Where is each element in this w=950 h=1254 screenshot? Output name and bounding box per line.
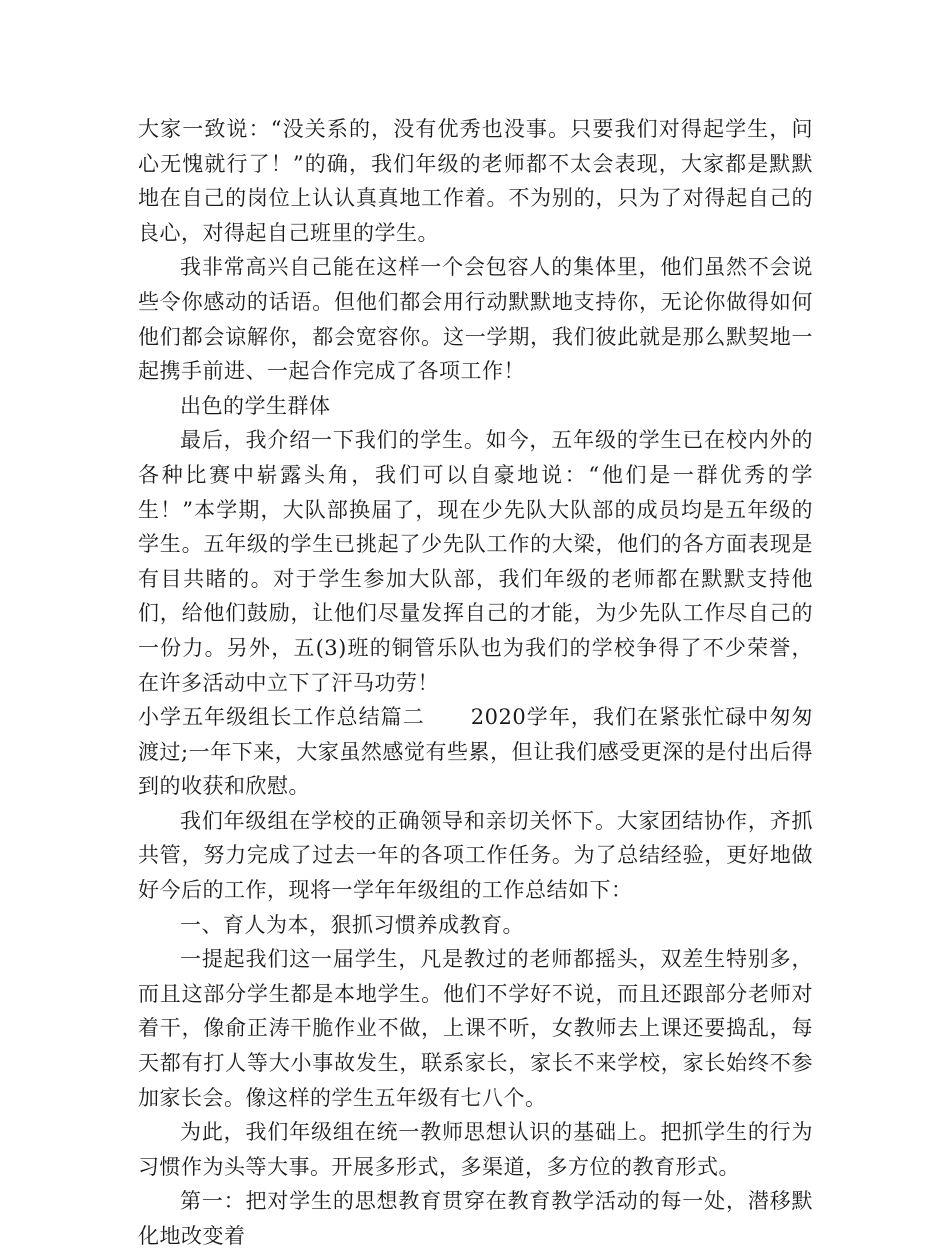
paragraph-6: 一提起我们这一届学生，凡是教过的老师都摇头，双差生特别多，而且这部分学生都是本地学生。他们不学好不说，而且还跟部分老师对着干，像俞正涛干脆作业不做，上课不听，女教师去上课还要捣乱，每天都有打人等大小事故发生，联系家长，家长不来学校，家长始终不参加家长会。像这样的学生五年级有七八个。 <box>138 947 813 1110</box>
paragraph-1: 大家一致说：“没关系的，没有优秀也没事。只要我们对得起学生，问心无愧就行了！”的确，我们年级的老师都不太会表现，大家都是默默地在自己的岗位上认认真真地工作着。不为别的，只为了对得起自己的良心，对得起自己班里的学生。 <box>138 117 813 245</box>
subheading-student-group: 出色的学生群体 <box>180 393 331 418</box>
section-title: 小学五年级组长工作总结篇二 <box>138 705 425 730</box>
section-intro-line <box>138 700 813 804</box>
paragraph-2: 我非常高兴自己能在这样一个会包容人的集体里，他们虽然不会说些令你感动的话语。但他们都会用行动默默地支持你，无论你做得如何他们都会谅解你，都会宽容你。这一学期，我们彼此就是那么默契地一起携手前进、一起合作完成了各项工作！ <box>138 255 813 384</box>
subheading-education: 一、育人为本，狠抓习惯养成教育。 <box>180 912 524 937</box>
paragraph-7: 为此，我们年级组在统一教师思想认识的基础上。把抓学生的行为习惯作为头等大事。开展多形式，多渠道，多方位的教育形式。 <box>138 1120 813 1179</box>
document-body <box>138 112 813 1254</box>
paragraph-4: 2020学年，我们在紧张忙碌中匆匆渡过;一年下来，大家虽然感觉有些累，但让我们感受更深的是付出后得到的收获和欣慰。 <box>138 705 813 799</box>
paragraph-8: 第一：把对学生的思想教育贯穿在教育教学活动的每一处，潜移默化地改变着 <box>138 1189 813 1248</box>
paragraph-5: 我们年级组在学校的正确领导和亲切关怀下。大家团结协作，齐抓共管，努力完成了过去一年的各项工作任务。为了总结经验，更好地做好今后的工作，现将一学年年级组的工作总结如下： <box>138 808 813 903</box>
paragraph-3: 最后，我介绍一下我们的学生。如今，五年级的学生已在校内外的各种比赛中崭露头角，我们可以自豪地说：“他们是一群优秀的学生！”本学期，大队部换届了，现在少先队大队部的成员均是五年级的学生。五年级的学生已挑起了少先队工作的大梁，他们的各方面表现是有目共睹的。对于学生参加大队部，我们年级的老师都在默默支持他们，给他们鼓励，让他们尽量发挥自己的才能，为少先队工作尽自己的一份力。另外，五(3)班的铜管乐队也为我们的学校争得了不少荣誉，在许多活动中立下了汗马功劳！ <box>138 428 813 695</box>
